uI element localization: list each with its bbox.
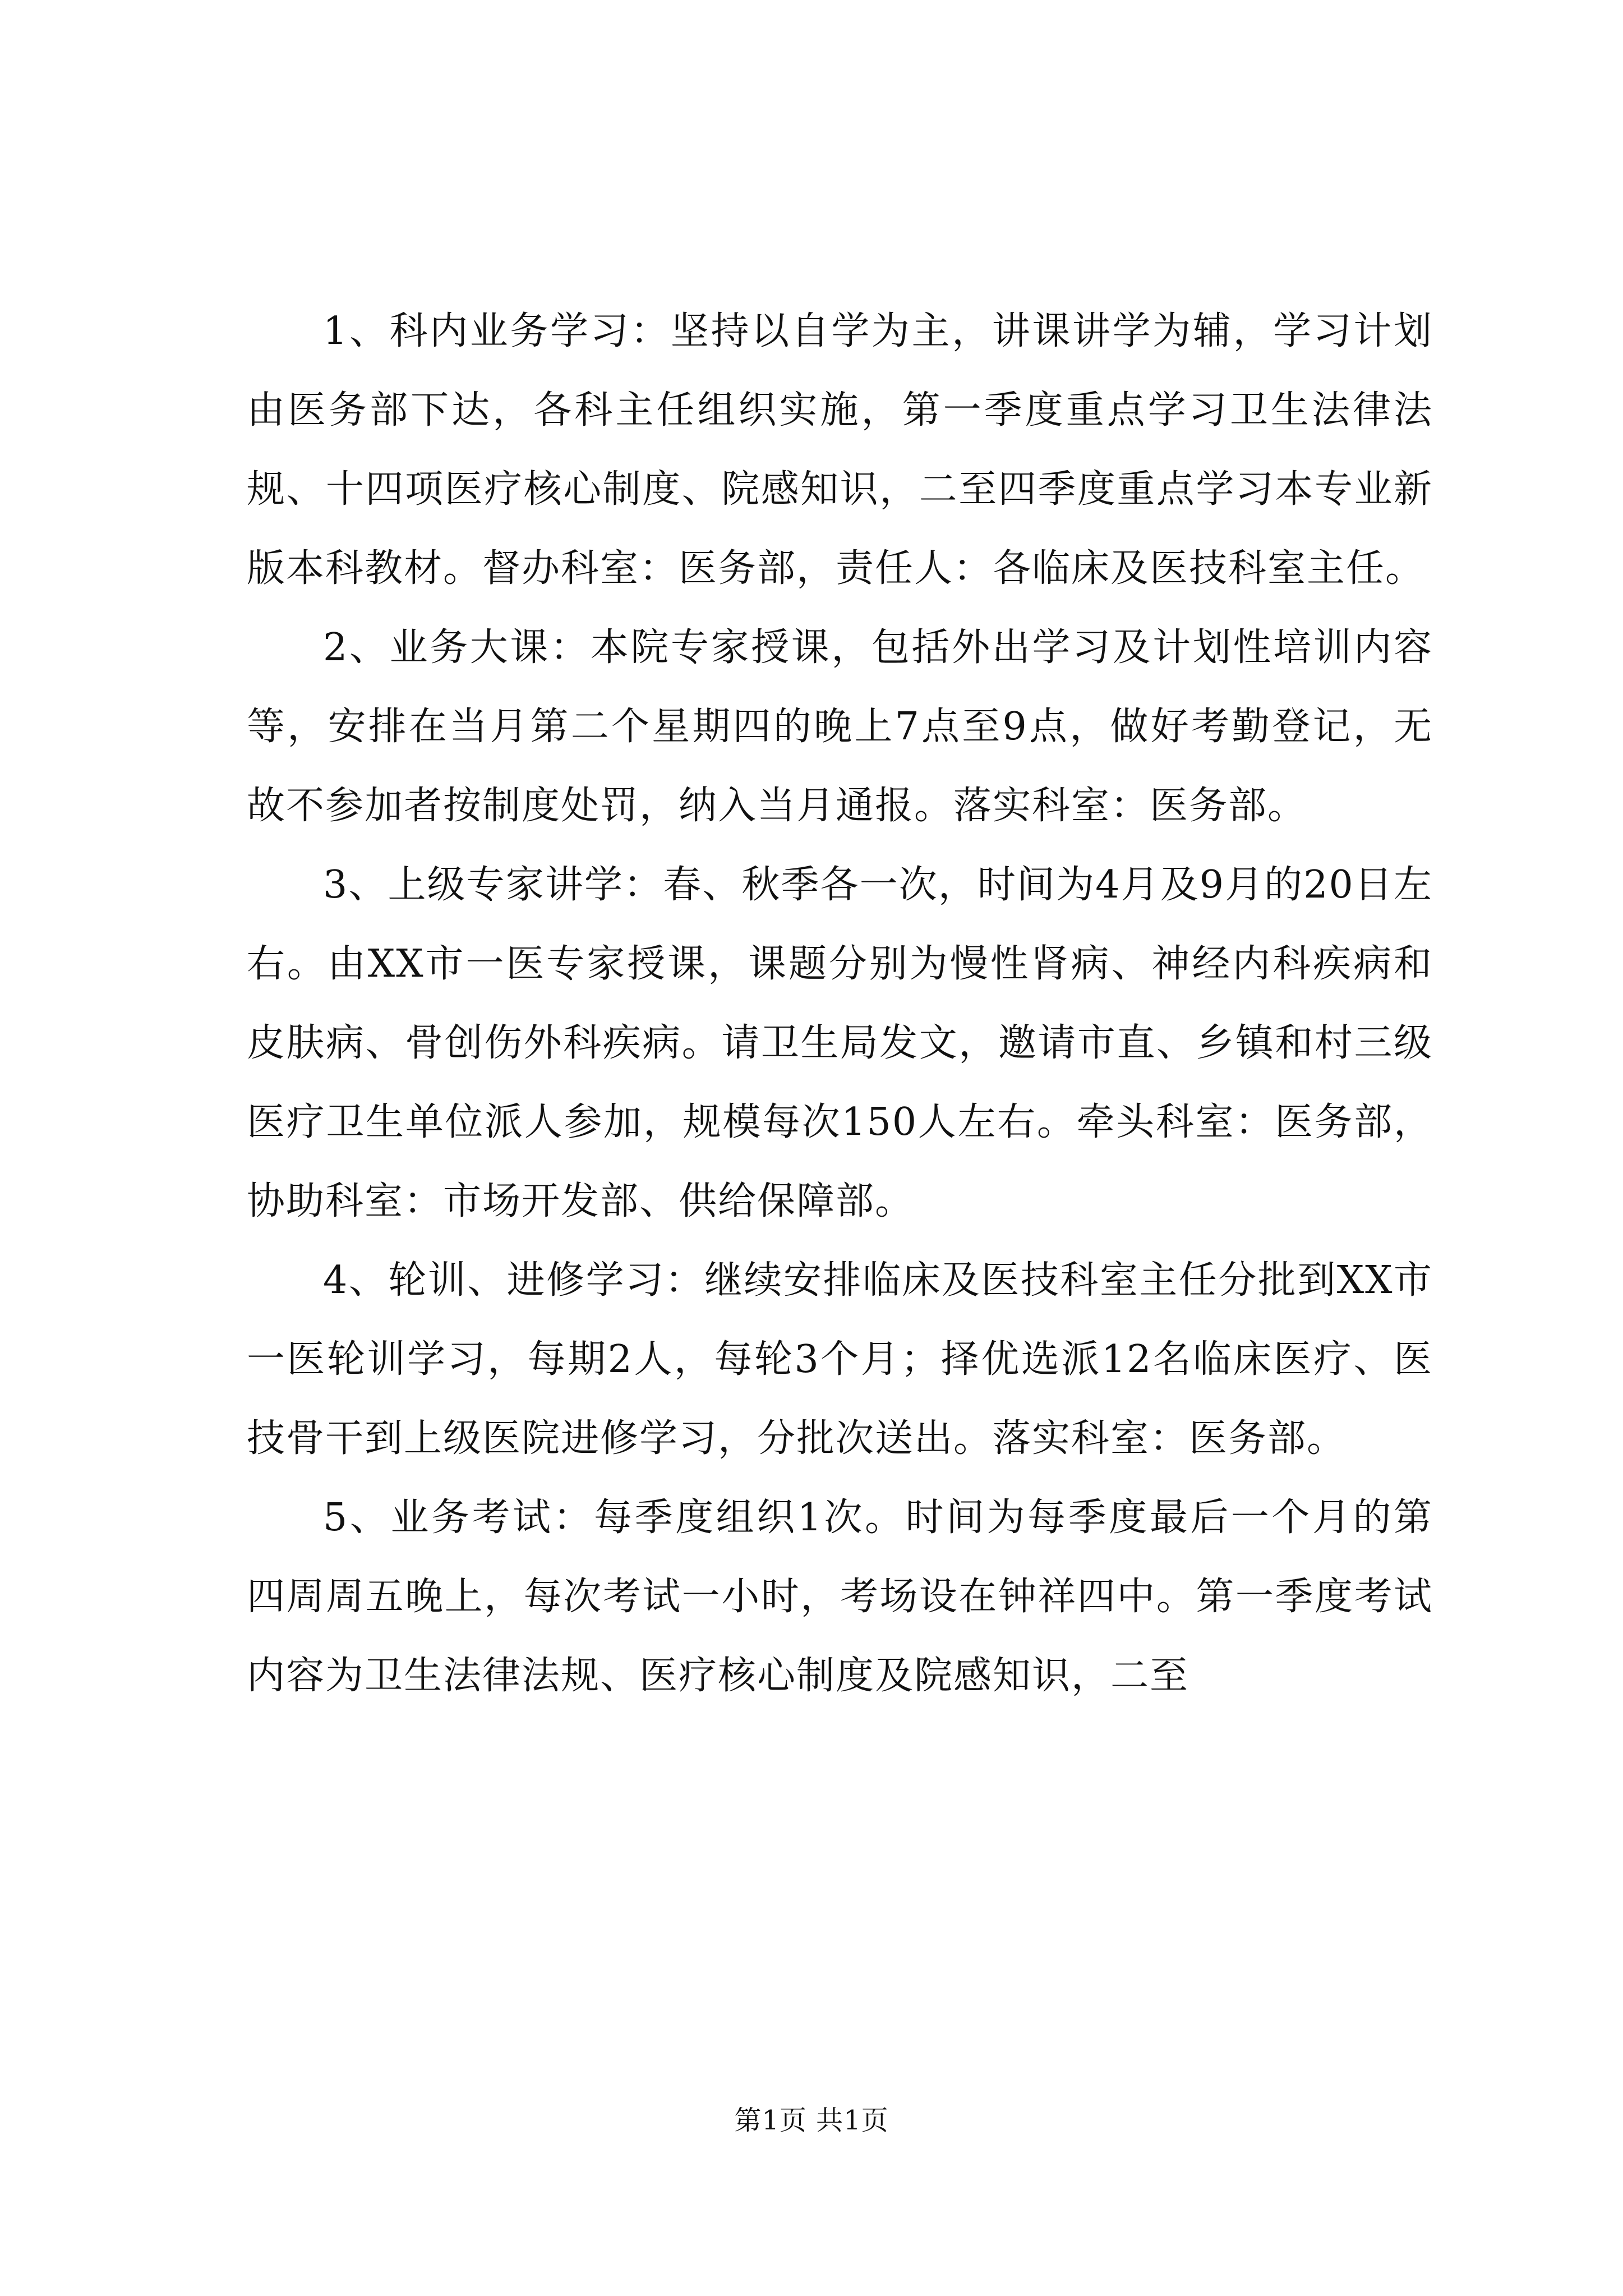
paragraph-2: 2、业务大课：本院专家授课，包括外出学习及计划性培训内容等，安排在当月第二个星期四的晚上7点至9点，做好考勤登记，无故不参加者按制度处罚，纳入当月通报。落实科室：医务部。 [247, 625, 1433, 828]
paragraph-1: 1、科内业务学习：坚持以自学为主，讲课讲学为辅，学习计划由医务部下达，各科主任组织实施，第一季度重点学习卫生法律法规、十四项医疗核心制度、院感知识，二至四季度重点学习本专业新版本科教材。督办科室：医务部，责任人：各临床及医技科室主任。 [247, 309, 1433, 591]
document-body [247, 292, 1433, 1715]
paragraph-5: 5、业务考试：每季度组织1次。时间为每季度最后一个月的第四周周五晚上，每次考试一小时，考场设在钟祥四中。第一季度考试内容为卫生法律法规、医疗核心制度及院感知识，二至 [247, 1496, 1433, 1698]
paragraph-3: 3、上级专家讲学：春、秋季各一次，时间为4月及9月的20日左右。由XX市一医专家授课，课题分别为慢性肾病、神经内科疾病和皮肤病、骨创伤外科疾病。请卫生局发文，邀请市直、乡镇和村三级医疗卫生单位派人参加，规模每次150人左右。牵头科室：医务部，协助科室：市场开发部、供给保障部。 [247, 863, 1433, 1223]
paragraph-4: 4、轮训、进修学习：继续安排临床及医技科室主任分批到XX市一医轮训学习，每期2人，每轮3个月；择优选派12名临床医疗、医技骨干到上级医院进修学习，分批次送出。落实科室：医务部。 [247, 1258, 1433, 1461]
page-footer: 第1页 共1页 [734, 2105, 889, 2136]
